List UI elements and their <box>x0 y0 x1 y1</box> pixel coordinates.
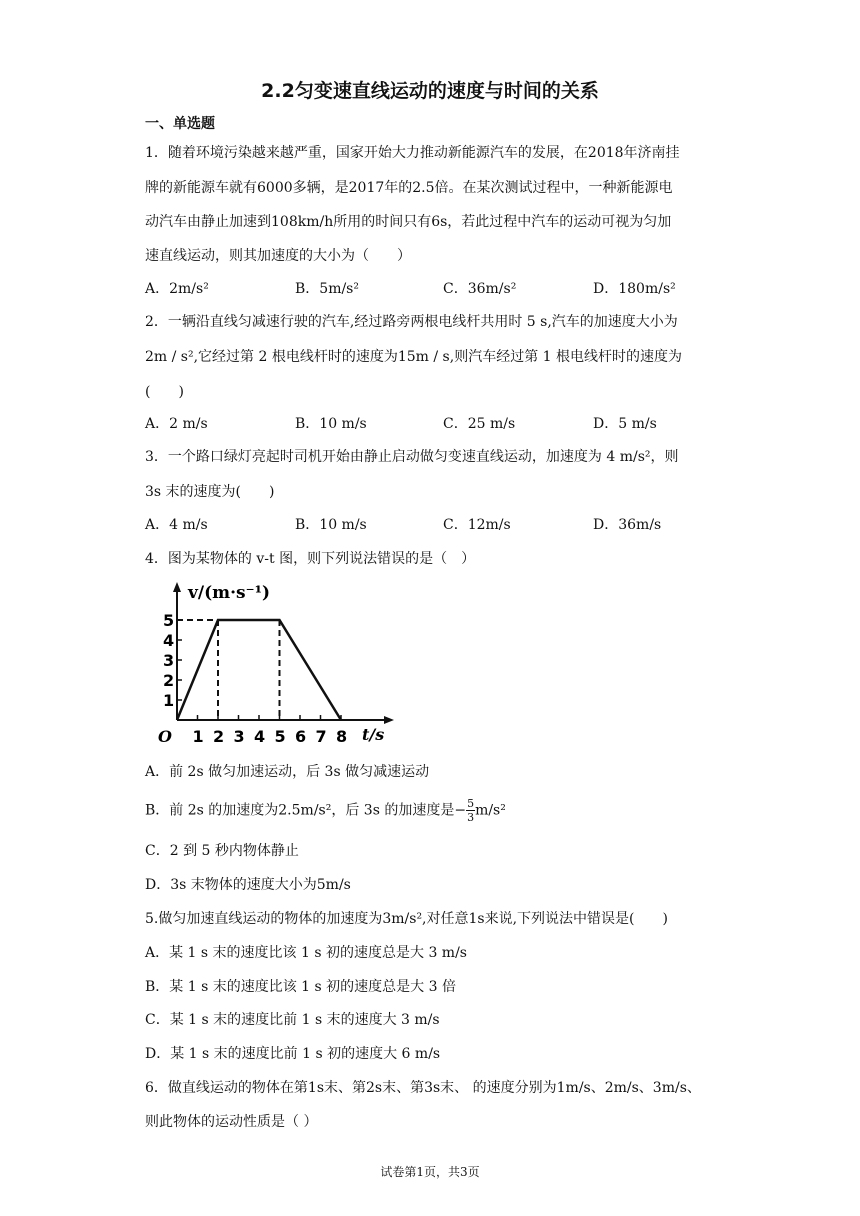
y-axis-label: v/(m·s⁻¹) <box>188 583 271 603</box>
page-title: 2.2匀变速直线运动的速度与时间的关系 <box>261 80 599 102</box>
fraction-denominator: 3 <box>467 811 475 824</box>
q1-option-c: C．36m/s² <box>443 281 517 297</box>
q4-option-c: C．2 到 5 秒内物体静止 <box>145 843 299 859</box>
q1-option-a: A．2m/s² <box>145 281 209 297</box>
y-ticks <box>163 611 182 710</box>
x-tick-label: 1 <box>192 727 204 746</box>
q5-line: 5.做匀加速直线运动的物体的加速度为3m/s²,对任意1s来说,下列说法中错误是( ) <box>145 911 668 927</box>
y-tick-label: 2 <box>163 671 175 690</box>
x-tick-label: 2 <box>213 727 225 746</box>
q1-line-1: 1．随着环境污染越来越严重，国家开始大力推动新能源汽车的发展，在2018年济南挂 <box>145 145 680 161</box>
x-tick-label: 5 <box>274 727 286 746</box>
y-tick-label: 3 <box>163 651 175 670</box>
x-tick-label: 4 <box>254 727 266 746</box>
page-footer: 试卷第1页，共3页 <box>380 1165 480 1179</box>
q3-option-c: C．12m/s <box>443 517 511 533</box>
x-tick-label: 8 <box>336 727 348 746</box>
x-axis-label: t/s <box>362 725 385 744</box>
y-tick-label: 1 <box>163 691 175 710</box>
q4-option-d: D．3s 末物体的速度大小为5m/s <box>145 877 351 893</box>
fraction-numerator: 5 <box>467 797 475 810</box>
q2-option-b: B．10 m/s <box>295 416 367 432</box>
y-tick-label: 5 <box>163 611 175 630</box>
q1-option-d: D．180m/s² <box>593 281 676 297</box>
y-tick-label: 4 <box>163 631 175 650</box>
x-tick-label: 6 <box>295 727 307 746</box>
section-heading: 一、单选题 <box>145 116 215 132</box>
q2-line-3: ( ) <box>145 384 184 400</box>
x-tick-label: 7 <box>315 727 327 746</box>
q3-line-1: 3．一个路口绿灯亮起时司机开始由静止启动做匀变速直线运动，加速度为 4 m/s²，则 <box>145 449 679 465</box>
y-axis-arrow <box>173 582 181 592</box>
origin-label: O <box>158 727 172 746</box>
q1-line-2: 牌的新能源车就有6000多辆，是2017年的2.5倍。在某次测试过程中，一种新能源电 <box>145 180 673 196</box>
q6-line-1: 6．做直线运动的物体在第1s末、第2s末、第3s末、 的速度分别为1m/s、2m/s、3m/s、 <box>145 1080 701 1096</box>
q4-option-b <box>145 797 506 824</box>
q4-option-b-text: B．前 2s 的加速度为2.5m/s²，后 3s 的加速度是− <box>145 802 467 819</box>
q3-option-b: B．10 m/s <box>295 517 367 533</box>
q5-option-b: B．某 1 s 末的速度比该 1 s 初的速度总是大 3 倍 <box>145 979 456 995</box>
dashed-guides <box>177 620 280 720</box>
fraction <box>466 797 475 824</box>
vt-graph <box>150 576 400 752</box>
q6-line-2: 则此物体的运动性质是（ ） <box>145 1114 318 1130</box>
q3-option-d: D．36m/s <box>593 517 662 533</box>
q3-option-a: A．4 m/s <box>145 517 208 533</box>
q1-line-3: 动汽车由静止加速到108km/h所用的时间只有6s，若此过程中汽车的运动可视为匀加 <box>145 214 672 230</box>
q5-option-d: D．某 1 s 末的速度比前 1 s 初的速度大 6 m/s <box>145 1046 441 1062</box>
x-axis-arrow <box>384 716 394 724</box>
q5-option-a: A．某 1 s 末的速度比该 1 s 初的速度总是大 3 m/s <box>145 945 467 961</box>
x-tick-label: 3 <box>233 727 245 746</box>
q4-option-a: A．前 2s 做匀加速运动，后 3s 做匀减速运动 <box>145 764 430 780</box>
q1-option-b: B．5m/s² <box>295 281 359 297</box>
q2-option-c: C．25 m/s <box>443 416 516 432</box>
q2-line-1: 2．一辆沿直线匀减速行驶的汽车,经过路旁两根电线杆共用时 5 s,汽车的加速度大小为 <box>145 314 678 330</box>
q3-line-2: 3s 末的速度为( ) <box>145 484 275 500</box>
velocity-line <box>177 620 341 720</box>
q2-option-a: A．2 m/s <box>145 416 208 432</box>
q2-line-2: 2m / s²,它经过第 2 根电线杆时的速度为15m / s,则汽车经过第 1 根电线杆时的速度为 <box>145 349 683 365</box>
q1-line-4: 速直线运动，则其加速度的大小为（ ） <box>145 248 411 264</box>
q2-option-d: D．5 m/s <box>593 416 657 432</box>
q5-option-c: C．某 1 s 末的速度比前 1 s 末的速度大 3 m/s <box>145 1012 440 1028</box>
q4-line: 4．图为某物体的 v-t 图，则下列说法错误的是（ ） <box>145 551 476 567</box>
q4-option-b-unit: m/s² <box>475 802 506 819</box>
